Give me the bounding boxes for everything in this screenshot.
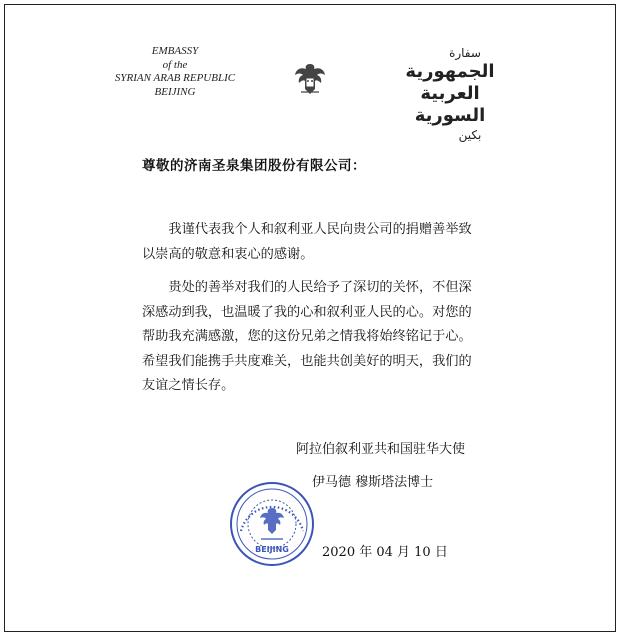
eagle-emblem-icon — [293, 61, 327, 97]
body-paragraph: 我谨代表我个人和叙利亚人民向贵公司的捐赠善举致以崇高的敬意和衷心的感谢。 — [142, 222, 472, 262]
salutation: 尊敬的济南圣泉集团股份有限公司： — [142, 158, 366, 174]
arabic-line: سفارة — [449, 46, 481, 60]
embassy-line: SYRIAN ARAB REPUBLIC — [114, 72, 236, 84]
arabic-letterhead — [385, 45, 515, 143]
arabic-line: بكين — [458, 128, 482, 142]
arabic-line: الجمهورية العربية السورية — [405, 61, 495, 126]
signature-title: 阿拉伯叙利亚共和国驻华大使 — [296, 442, 466, 457]
stamp-label: BEIJING — [255, 545, 289, 554]
letter-date: 2020 年 04 月 10 日 — [322, 545, 448, 560]
embassy-line: BEIJING — [154, 85, 196, 98]
letter-page — [4, 4, 616, 632]
embassy-line: EMBASSY — [151, 45, 199, 57]
body-paragraph: 贵处的善举对我们的人民给予了深切的关怀，不但深深感动到我，也温暖了我的心和叙利亚人民的心。对您的帮助我充满感激，您的这份兄弟之情我将始终铭记于心。希望我们能携手共度难关，也能共创美好的明天，我们的友谊之情长存。 — [142, 280, 472, 393]
letter-body — [142, 218, 472, 408]
embassy-letterhead — [105, 45, 245, 99]
embassy-line: of the — [162, 58, 188, 71]
signature-name: 伊马德 穆斯塔法博士 — [312, 475, 434, 490]
embassy-stamp-icon — [227, 479, 317, 569]
